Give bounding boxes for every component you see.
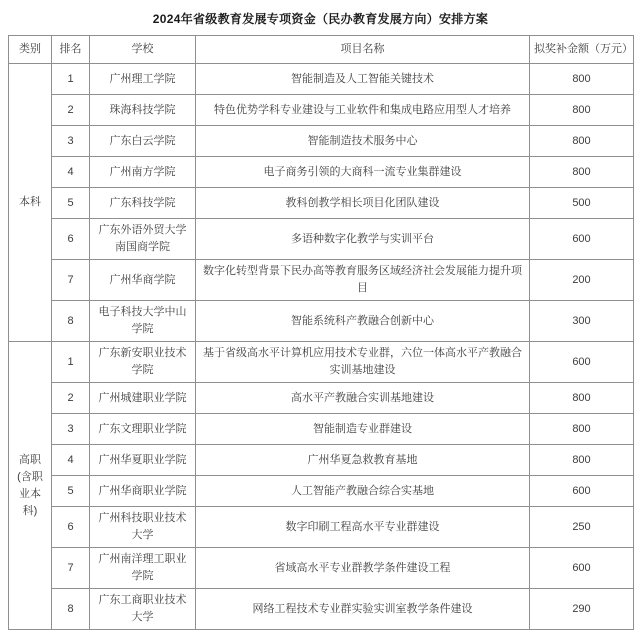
school-cell: 广州华夏职业学院 — [90, 445, 196, 476]
project-cell: 人工智能产教融合综合实基地 — [196, 476, 530, 507]
table-row — [9, 589, 634, 630]
amount-cell: 600 — [530, 342, 634, 383]
school-cell: 广州城建职业学院 — [90, 383, 196, 414]
amount-cell: 800 — [530, 95, 634, 126]
category-cell: 本科 — [9, 64, 52, 342]
col-header-rank: 排名 — [52, 36, 90, 64]
rank-cell: 5 — [52, 476, 90, 507]
project-cell: 基于省级高水平计算机应用技术专业群，六位一体高水平产教融合实训基地建设 — [196, 342, 530, 383]
rank-cell: 1 — [52, 342, 90, 383]
amount-cell: 600 — [530, 476, 634, 507]
project-cell: 多语种数字化教学与实训平台 — [196, 219, 530, 260]
amount-cell: 800 — [530, 126, 634, 157]
project-cell: 特色优势学科专业建设与工业软件和集成电路应用型人才培养 — [196, 95, 530, 126]
project-cell: 数字化转型背景下民办高等教育服务区域经济社会发展能力提升项目 — [196, 260, 530, 301]
amount-cell: 800 — [530, 414, 634, 445]
rank-cell: 4 — [52, 445, 90, 476]
rank-cell: 3 — [52, 126, 90, 157]
school-cell: 广东文理职业学院 — [90, 414, 196, 445]
table-row — [9, 64, 634, 95]
project-cell: 省域高水平专业群教学条件建设工程 — [196, 548, 530, 589]
school-cell: 广州华商职业学院 — [90, 476, 196, 507]
amount-cell: 800 — [530, 445, 634, 476]
amount-cell: 500 — [530, 188, 634, 219]
rank-cell: 6 — [52, 507, 90, 548]
category-cell: 高职(含职业本科) — [9, 342, 52, 630]
document-page — [0, 10, 640, 623]
school-cell: 广东新安职业技术学院 — [90, 342, 196, 383]
school-cell: 广东外语外贸大学南国商学院 — [90, 219, 196, 260]
school-cell: 电子科技大学中山学院 — [90, 301, 196, 342]
table-row — [9, 383, 634, 414]
table-row — [9, 445, 634, 476]
col-header-school: 学校 — [90, 36, 196, 64]
col-header-project: 项目名称 — [196, 36, 530, 64]
amount-cell: 800 — [530, 64, 634, 95]
table-row — [9, 548, 634, 589]
rank-cell: 4 — [52, 157, 90, 188]
school-cell: 广东白云学院 — [90, 126, 196, 157]
amount-cell: 600 — [530, 219, 634, 260]
table-row — [9, 414, 634, 445]
table-row — [9, 188, 634, 219]
project-cell: 教科创教学相长项目化团队建设 — [196, 188, 530, 219]
table-row — [9, 219, 634, 260]
rank-cell: 7 — [52, 260, 90, 301]
table-row — [9, 157, 634, 188]
rank-cell: 6 — [52, 219, 90, 260]
school-cell: 广州南方学院 — [90, 157, 196, 188]
table-row — [9, 476, 634, 507]
amount-cell: 290 — [530, 589, 634, 630]
school-cell: 广州华商学院 — [90, 260, 196, 301]
amount-cell: 600 — [530, 548, 634, 589]
school-cell: 广东工商职业技术大学 — [90, 589, 196, 630]
col-header-amount: 拟奖补金额（万元） — [530, 36, 634, 64]
school-cell: 广东科技学院 — [90, 188, 196, 219]
table-row — [9, 126, 634, 157]
school-cell: 广州科技职业技术大学 — [90, 507, 196, 548]
project-cell: 数字印刷工程高水平专业群建设 — [196, 507, 530, 548]
project-cell: 智能制造专业群建设 — [196, 414, 530, 445]
rank-cell: 5 — [52, 188, 90, 219]
amount-cell: 300 — [530, 301, 634, 342]
school-cell: 珠海科技学院 — [90, 95, 196, 126]
amount-cell: 800 — [530, 157, 634, 188]
amount-cell: 200 — [530, 260, 634, 301]
funding-plan-table — [8, 35, 634, 630]
project-cell: 智能制造技术服务中心 — [196, 126, 530, 157]
amount-cell: 250 — [530, 507, 634, 548]
rank-cell: 2 — [52, 95, 90, 126]
page-title: 2024年省级教育发展专项资金（民办教育发展方向）安排方案 — [152, 12, 489, 26]
rank-cell: 7 — [52, 548, 90, 589]
project-cell: 高水平产教融合实训基地建设 — [196, 383, 530, 414]
project-cell: 广州华夏急救教育基地 — [196, 445, 530, 476]
col-header-category: 类别 — [9, 36, 52, 64]
table-row — [9, 342, 634, 383]
table-row — [9, 95, 634, 126]
header-row — [9, 36, 634, 64]
project-cell: 电子商务引领的大商科一流专业集群建设 — [196, 157, 530, 188]
school-cell: 广州理工学院 — [90, 64, 196, 95]
project-cell: 智能制造及人工智能关键技术 — [196, 64, 530, 95]
amount-cell: 800 — [530, 383, 634, 414]
table-row — [9, 507, 634, 548]
school-cell: 广州南洋理工职业学院 — [90, 548, 196, 589]
rank-cell: 3 — [52, 414, 90, 445]
table-row — [9, 260, 634, 301]
project-cell: 网络工程技术专业群实验实训室教学条件建设 — [196, 589, 530, 630]
rank-cell: 8 — [52, 301, 90, 342]
rank-cell: 1 — [52, 64, 90, 95]
rank-cell: 8 — [52, 589, 90, 630]
rank-cell: 2 — [52, 383, 90, 414]
table-row — [9, 301, 634, 342]
project-cell: 智能系统科产教融合创新中心 — [196, 301, 530, 342]
